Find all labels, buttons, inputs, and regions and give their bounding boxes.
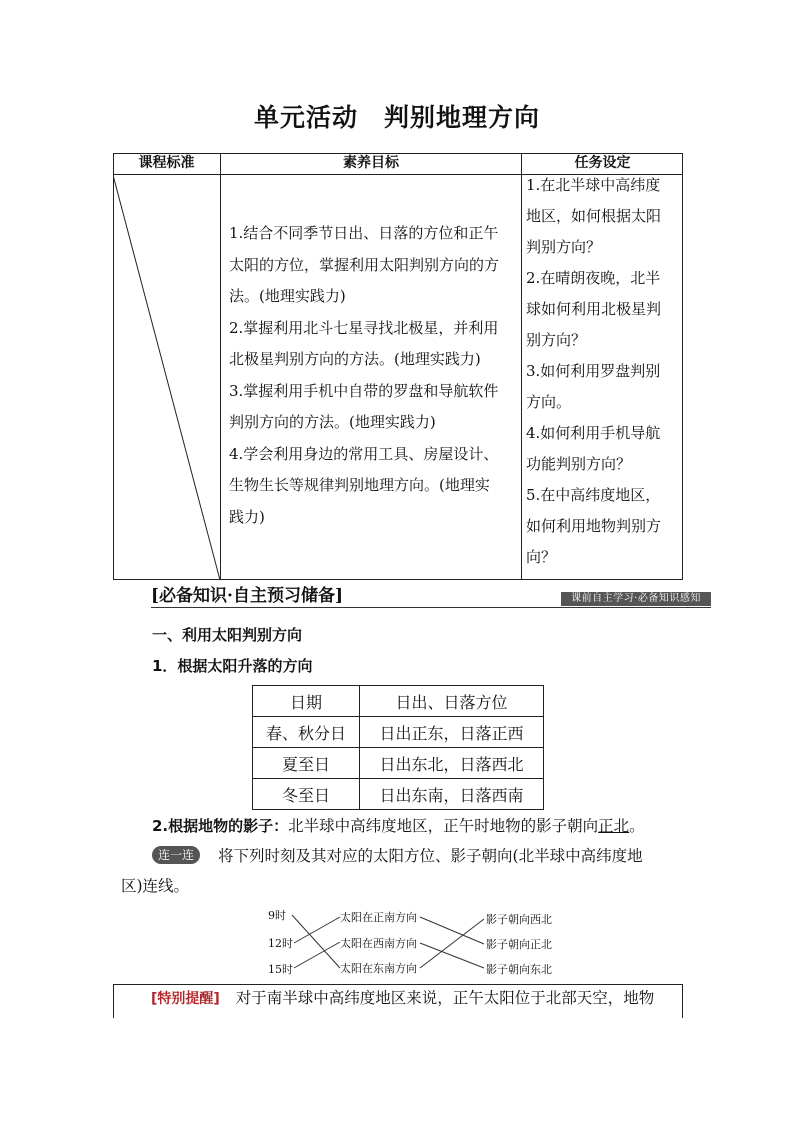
connector-lines	[262, 905, 562, 977]
shadow-text: 北半球中高纬度地区，正午时地物的影子朝向	[288, 817, 599, 835]
table-cell: 日出正东，日落正西	[360, 717, 544, 748]
goals-list	[229, 218, 519, 533]
goal-line: 北极星判别方向的方法。(地理实践力)	[229, 350, 481, 368]
header-standard: 课程标准	[138, 155, 195, 171]
banner-underline	[151, 607, 711, 608]
table-row	[253, 686, 544, 717]
shadow-label: 影子朝向东北	[486, 963, 552, 976]
banner-title: [必备知识·自主预习储备]	[151, 586, 344, 606]
exercise-text: 将下列时刻及其对应的太阳方位、影子朝向(北半球中高纬度地	[218, 847, 643, 865]
table-cell: 冬至日	[253, 779, 360, 810]
banner-tag: 课前自主学习·必备知识感知	[561, 592, 711, 606]
goal-line: 太阳的方位，掌握利用太阳判别方向的方	[229, 255, 500, 274]
goal-line: 法。(地理实践力)	[229, 287, 346, 305]
task-line: 5.在中高纬度地区，	[526, 486, 661, 504]
time-label: 15时	[268, 963, 293, 976]
goal-line: 1.结合不同季节日出、日落的方位和正午	[229, 224, 499, 242]
shadow-label: 影子朝向正北	[486, 938, 552, 951]
sun-position-label: 太阳在东南方向	[340, 962, 417, 975]
task-line: 功能判别方向？	[526, 455, 632, 473]
header-tasks: 任务设定	[574, 155, 631, 171]
task-line: 地区，如何根据太阳	[526, 207, 662, 225]
subsection-heading: 1．根据太阳升落的方向	[152, 657, 313, 675]
table-row	[253, 748, 544, 779]
section-heading: 一、利用太阳判别方向	[152, 626, 303, 644]
shadow-answer: 正北	[598, 817, 630, 835]
exercise-badge: 连一连	[152, 846, 200, 864]
task-line: 如何利用地物判别方	[526, 517, 662, 535]
table-cell: 日出东北，日落西北	[360, 748, 544, 779]
task-line: 球如何利用北极星判	[526, 300, 662, 318]
table-header-cell: 日出、日落方位	[360, 686, 544, 717]
shadow-label: 2.根据地物的影子：	[152, 817, 289, 835]
task-line: 4.如何利用手机导航	[526, 424, 661, 442]
page-title: 单元活动 判别地理方向	[253, 103, 540, 132]
tip-label: [特别提醒]	[151, 991, 220, 1007]
goal-line: 4.学会利用身边的常用工具、房屋设计、	[229, 444, 499, 463]
section-banner	[113, 585, 711, 611]
task-line: 3.如何利用罗盘判别	[526, 362, 661, 380]
table-cell: 春、秋分日	[253, 717, 360, 748]
goal-line: 2.掌握利用北斗七星寻找北极星，并利用	[229, 318, 499, 337]
task-line: 向？	[526, 548, 557, 566]
table-cell: 夏至日	[253, 748, 360, 779]
connector-line	[420, 917, 484, 944]
goal-line: 3.掌握利用手机中自带的罗盘和导航软件	[229, 381, 499, 400]
goal-line: 判别方向的方法。(地理实践力)	[229, 413, 436, 431]
connector-line	[294, 917, 340, 943]
task-line: 1.在北半球中高纬度	[526, 176, 661, 194]
time-label: 12时	[268, 937, 293, 950]
special-tip	[113, 984, 683, 1018]
table-row	[253, 717, 544, 748]
connector-line	[292, 915, 340, 968]
exercise-line-1	[152, 842, 643, 870]
connector-line	[420, 919, 484, 968]
sun-position-label: 太阳在正南方向	[340, 911, 417, 924]
sun-direction-table	[252, 685, 544, 810]
connector-line	[294, 942, 340, 968]
standards-table	[113, 153, 683, 580]
table-cell: 日出东南，日落西南	[360, 779, 544, 810]
table-header-cell: 日期	[253, 686, 360, 717]
tip-text: 对于南半球中高纬度地区来说，正午太阳位于北部天空，地物	[235, 989, 655, 1007]
table-row	[253, 779, 544, 810]
task-line: 2.在晴朗夜晚，北半	[526, 269, 661, 287]
goal-line: 践力)	[229, 507, 265, 526]
shadow-end: 。	[629, 817, 645, 835]
sun-position-label: 太阳在西南方向	[340, 937, 417, 950]
tasks-list	[526, 170, 682, 573]
header-goals: 素养目标	[343, 155, 399, 171]
task-line: 判别方向？	[526, 238, 602, 256]
matching-diagram	[262, 905, 562, 977]
diagonal-slash	[113, 175, 220, 580]
task-line: 方向。	[526, 393, 572, 411]
task-line: 别方向？	[526, 331, 587, 349]
shadow-paragraph	[152, 812, 645, 840]
goal-line: 生物生长等规律判别地理方向。(地理实	[229, 476, 490, 494]
shadow-label: 影子朝向西北	[486, 913, 552, 926]
connector-line	[420, 943, 484, 968]
time-label: 9时	[268, 909, 286, 922]
exercise-line-2: 区)连线。	[121, 877, 190, 895]
